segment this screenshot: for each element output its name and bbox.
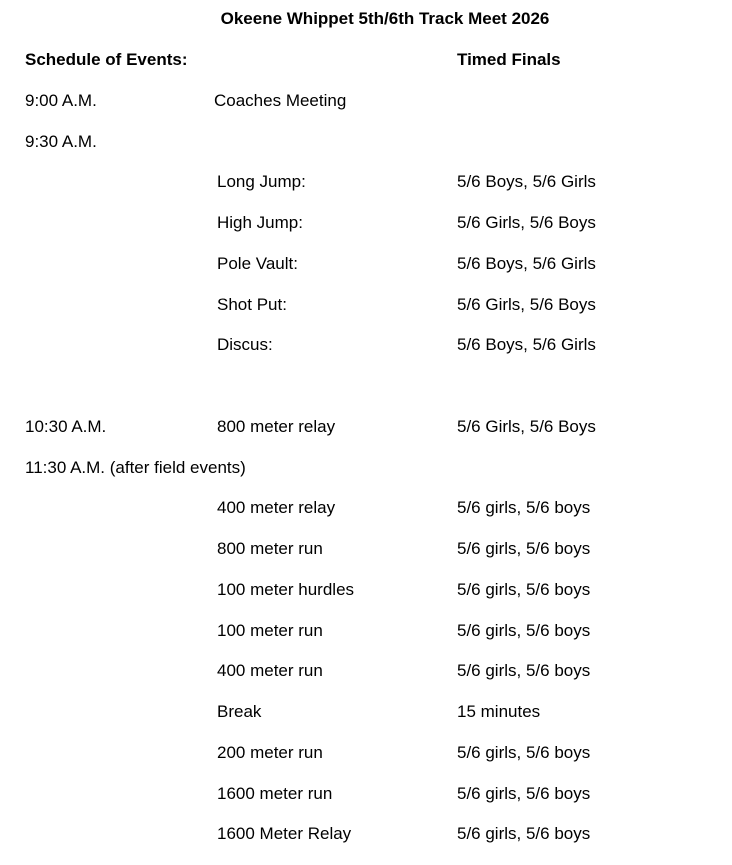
row-event: 400 meter relay <box>217 498 336 518</box>
row-divisions: 5/6 girls, 5/6 boys <box>457 661 591 681</box>
schedule-header <box>0 50 732 91</box>
row-divisions: 5/6 girls, 5/6 boys <box>457 783 591 803</box>
row-event: 800 meter relay <box>217 416 336 436</box>
row-event: 100 meter hurdles <box>217 579 355 599</box>
row-divisions: 5/6 girls, 5/6 boys <box>457 824 591 844</box>
schedule-row <box>0 661 732 702</box>
row-time: 10:30 A.M. <box>25 416 107 436</box>
schedule-row <box>0 172 732 213</box>
row-event: High Jump: <box>217 213 303 232</box>
schedule-row <box>0 417 732 458</box>
row-event: Coaches Meeting <box>214 90 347 110</box>
schedule-row <box>0 213 732 254</box>
document-title: Okeene Whippet 5th/6th Track Meet 2026 <box>220 9 550 28</box>
schedule-row <box>0 254 732 295</box>
schedule-row <box>0 743 732 784</box>
row-time: 9:00 A.M. <box>25 90 97 110</box>
schedule-row <box>0 580 732 621</box>
row-divisions: 5/6 Boys, 5/6 Girls <box>457 172 596 192</box>
row-event: 100 meter run <box>217 620 323 640</box>
schedule-row <box>0 91 732 132</box>
row-event: Shot Put: <box>217 294 287 314</box>
row-divisions: 5/6 Girls, 5/6 Boys <box>457 213 596 232</box>
row-event: 1600 Meter Relay <box>217 824 352 844</box>
schedule-heading: Schedule of Events: <box>25 50 188 69</box>
row-event: Break <box>217 702 262 721</box>
schedule <box>0 50 732 865</box>
schedule-row <box>0 539 732 580</box>
schedule-row <box>0 458 732 499</box>
schedule-row <box>0 132 732 173</box>
row-divisions: 5/6 girls, 5/6 boys <box>457 539 591 558</box>
row-event: 200 meter run <box>217 742 323 762</box>
schedule-row <box>0 784 732 825</box>
row-event: Pole Vault: <box>217 253 298 273</box>
row-event: 800 meter run <box>217 539 323 558</box>
row-divisions: 5/6 Boys, 5/6 Girls <box>457 335 596 355</box>
row-divisions: 5/6 girls, 5/6 boys <box>457 620 591 640</box>
schedule-row <box>0 376 732 417</box>
schedule-rows <box>0 91 732 865</box>
row-divisions: 15 minutes <box>457 702 541 721</box>
timed-finals-heading: Timed Finals <box>457 50 561 69</box>
schedule-row <box>0 295 732 336</box>
row-divisions: 5/6 Boys, 5/6 Girls <box>457 253 596 273</box>
schedule-row <box>0 498 732 539</box>
row-divisions: 5/6 girls, 5/6 boys <box>457 742 591 762</box>
row-event: 400 meter run <box>217 661 323 681</box>
row-event: 1600 meter run <box>217 783 333 803</box>
row-event: Long Jump: <box>217 172 306 192</box>
row-divisions: 5/6 Girls, 5/6 Boys <box>457 294 596 314</box>
row-event: Discus: <box>217 335 273 355</box>
row-time: 11:30 A.M. (after field events) <box>25 457 246 477</box>
row-divisions: 5/6 girls, 5/6 boys <box>457 498 591 518</box>
row-time: 9:30 A.M. <box>25 131 97 151</box>
schedule-row <box>0 824 732 865</box>
row-divisions: 5/6 girls, 5/6 boys <box>457 579 591 599</box>
schedule-row <box>0 702 732 743</box>
schedule-row <box>0 621 732 662</box>
schedule-row <box>0 335 732 376</box>
row-divisions: 5/6 Girls, 5/6 Boys <box>457 416 596 436</box>
